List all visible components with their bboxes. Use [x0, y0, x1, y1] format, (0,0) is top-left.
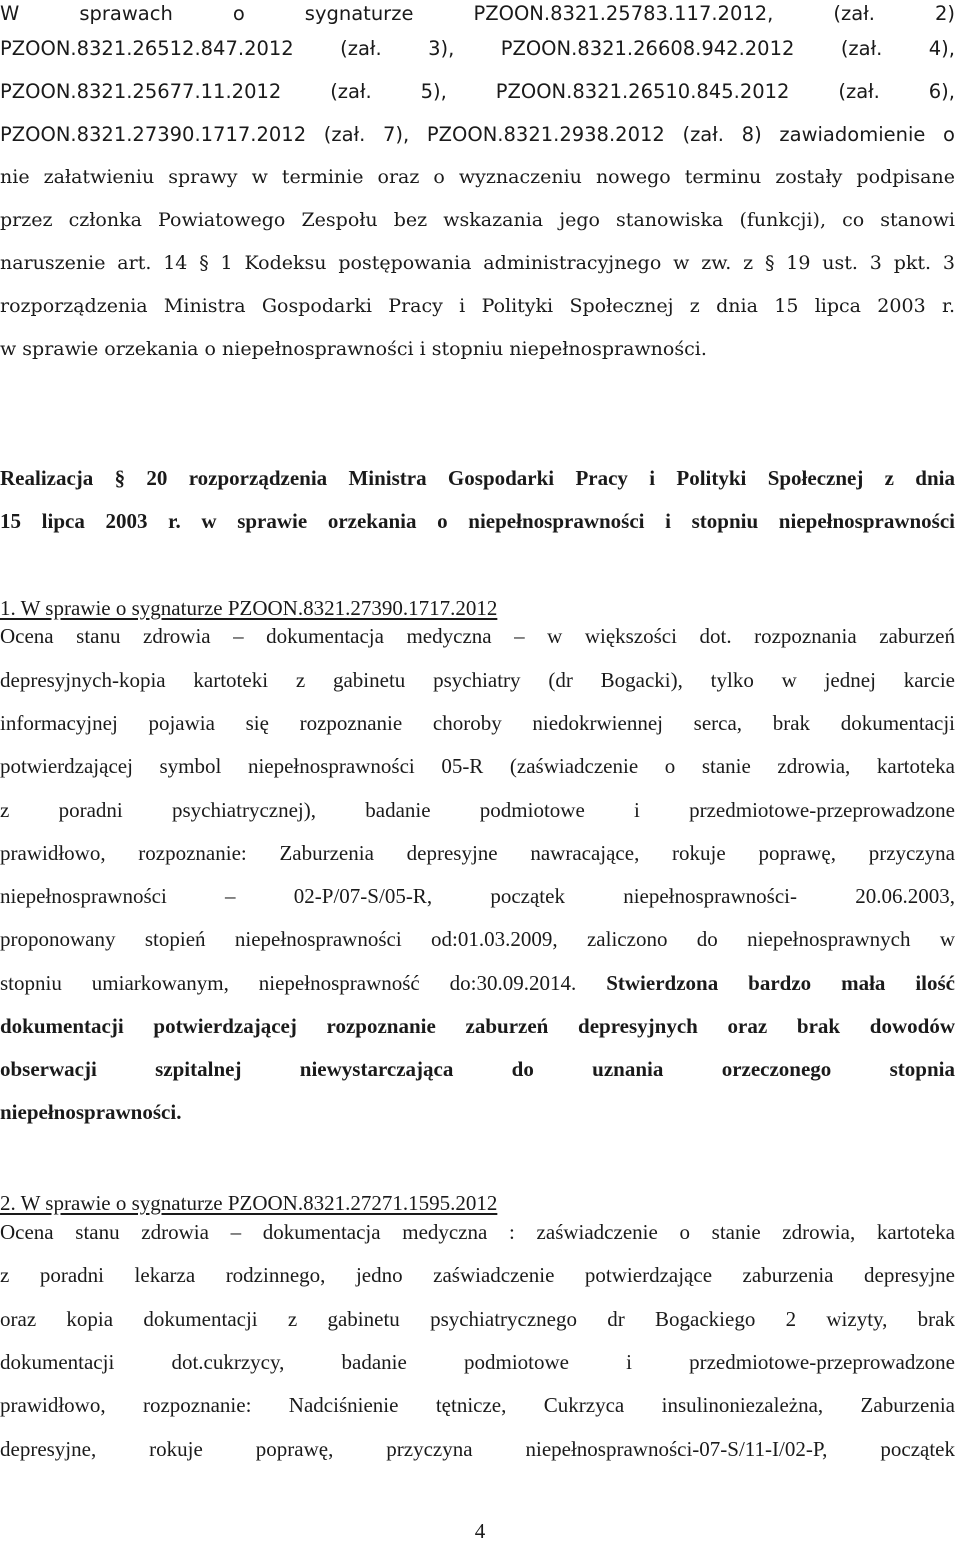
intro-line: przez członka Powiatowego Zespołu bez wskazania jego stanowiska (funkcji), co stanowi: [0, 209, 955, 231]
case-conclusion: niepełnosprawności.: [0, 1100, 182, 1124]
intro-line: PZOON.8321.27390.1717.2012 (zał. 7), PZOON.8321.2938.2012 (zał. 8) zawiadomienie o: [0, 123, 955, 146]
case-conclusion: Stwierdzona bardzo mała ilość: [606, 971, 956, 995]
case-conclusion: obserwacji szpitalnej niewystarczająca do uznania orzeczonego stopnia: [0, 1057, 955, 1081]
intro-line: w sprawie orzekania o niepełnosprawności i stopniu niepełnosprawności.: [0, 338, 707, 360]
case-line: niepełnosprawności – 02-P/07-S/05-R, początek niepełnosprawności- 20.06.2003,: [0, 884, 955, 908]
case-line: dokumentacji dot.cukrzycy, badanie podmiotowe i przedmiotowe-przeprowadzone: [0, 1350, 955, 1374]
intro-line: nie załatwieniu sprawy w terminie oraz o wyznaczeniu nowego terminu zostały podpisane: [0, 166, 955, 188]
case-line: z poradni lekarza rodzinnego, jedno zaświadczenie potwierdzające zaburzenia depresyjne: [0, 1263, 955, 1287]
case-line: depresyjne, rokuje poprawę, przyczyna niepełnosprawności-07-S/11-I/02-P, początek: [0, 1437, 955, 1461]
case-line: prawidłowo, rozpoznanie: Zaburzenia depresyjne nawracające, rokuje poprawę, przyczyna: [0, 841, 955, 865]
case-title: [0, 1189, 955, 1217]
section-heading: Realizacja § 20 rozporządzenia Ministra Gospodarki Pracy i Polityki Społecznej z dnia: [0, 466, 955, 490]
case-line: [0, 969, 955, 997]
page-number: 4: [474, 1519, 486, 1543]
case-line: Ocena stanu zdrowia – dokumentacja medyczna – w większości dot. rozpoznania zaburzeń: [0, 624, 955, 648]
intro-line: PZOON.8321.26512.847.2012 (zał. 3), PZOON.8321.26608.942.2012 (zał. 4),: [0, 37, 955, 60]
case-line: z poradni psychiatrycznej), badanie podmiotowe i przedmiotowe-przeprowadzone: [0, 798, 955, 822]
case-line: Ocena stanu zdrowia – dokumentacja medyczna : zaświadczenie o stanie zdrowia, kartoteka: [0, 1220, 955, 1244]
case-line-text: stopniu umiarkowanym, niepełnosprawność do:30.09.2014.: [0, 971, 607, 995]
section-heading: 15 lipca 2003 r. w sprawie orzekania o niepełnosprawności i stopniu niepełnosprawności: [0, 509, 955, 533]
case-line: depresyjnych-kopia kartoteki z gabinetu psychiatry (dr Bogacki), tylko w jednej karcie: [0, 668, 955, 692]
case-line: oraz kopia dokumentacji z gabinetu psychiatrycznego dr Bogackiego 2 wizyty, brak: [0, 1307, 955, 1331]
intro-line: W sprawach o sygnaturze PZOON.8321.25783.117.2012, (zał. 2): [0, 2, 955, 25]
intro-line: naruszenie art. 14 § 1 Kodeksu postępowania administracyjnego w zw. z § 19 ust. 3 pkt. 3: [0, 252, 955, 274]
intro-line: PZOON.8321.25677.11.2012 (zał. 5), PZOON.8321.26510.845.2012 (zał. 6),: [0, 80, 955, 103]
case-conclusion: dokumentacji potwierdzającej rozpoznanie zaburzeń depresyjnych oraz brak dowodów: [0, 1014, 955, 1038]
case-title: [0, 594, 955, 622]
intro-line: rozporządzenia Ministra Gospodarki Pracy i Polityki Społecznej z dnia 15 lipca 2003 r.: [0, 295, 955, 317]
case-title-text: 1. W sprawie o sygnaturze PZOON.8321.27390.1717.2012: [0, 596, 498, 620]
case-line: potwierdzającej symbol niepełnosprawności 05-R (zaświadczenie o stanie zdrowia, kartoteka: [0, 754, 955, 778]
case-line: prawidłowo, rozpoznanie: Nadciśnienie tętnicze, Cukrzyca insulinoniezależna, Zaburzenia: [0, 1393, 955, 1417]
case-title-text: 2. W sprawie o sygnaturze PZOON.8321.27271.1595.2012: [0, 1191, 498, 1215]
case-line: informacyjnej pojawia się rozpoznanie choroby niedokrwiennej serca, brak dokumentacji: [0, 711, 955, 735]
case-line: proponowany stopień niepełnosprawności od:01.03.2009, zaliczono do niepełnosprawnych w: [0, 927, 955, 951]
